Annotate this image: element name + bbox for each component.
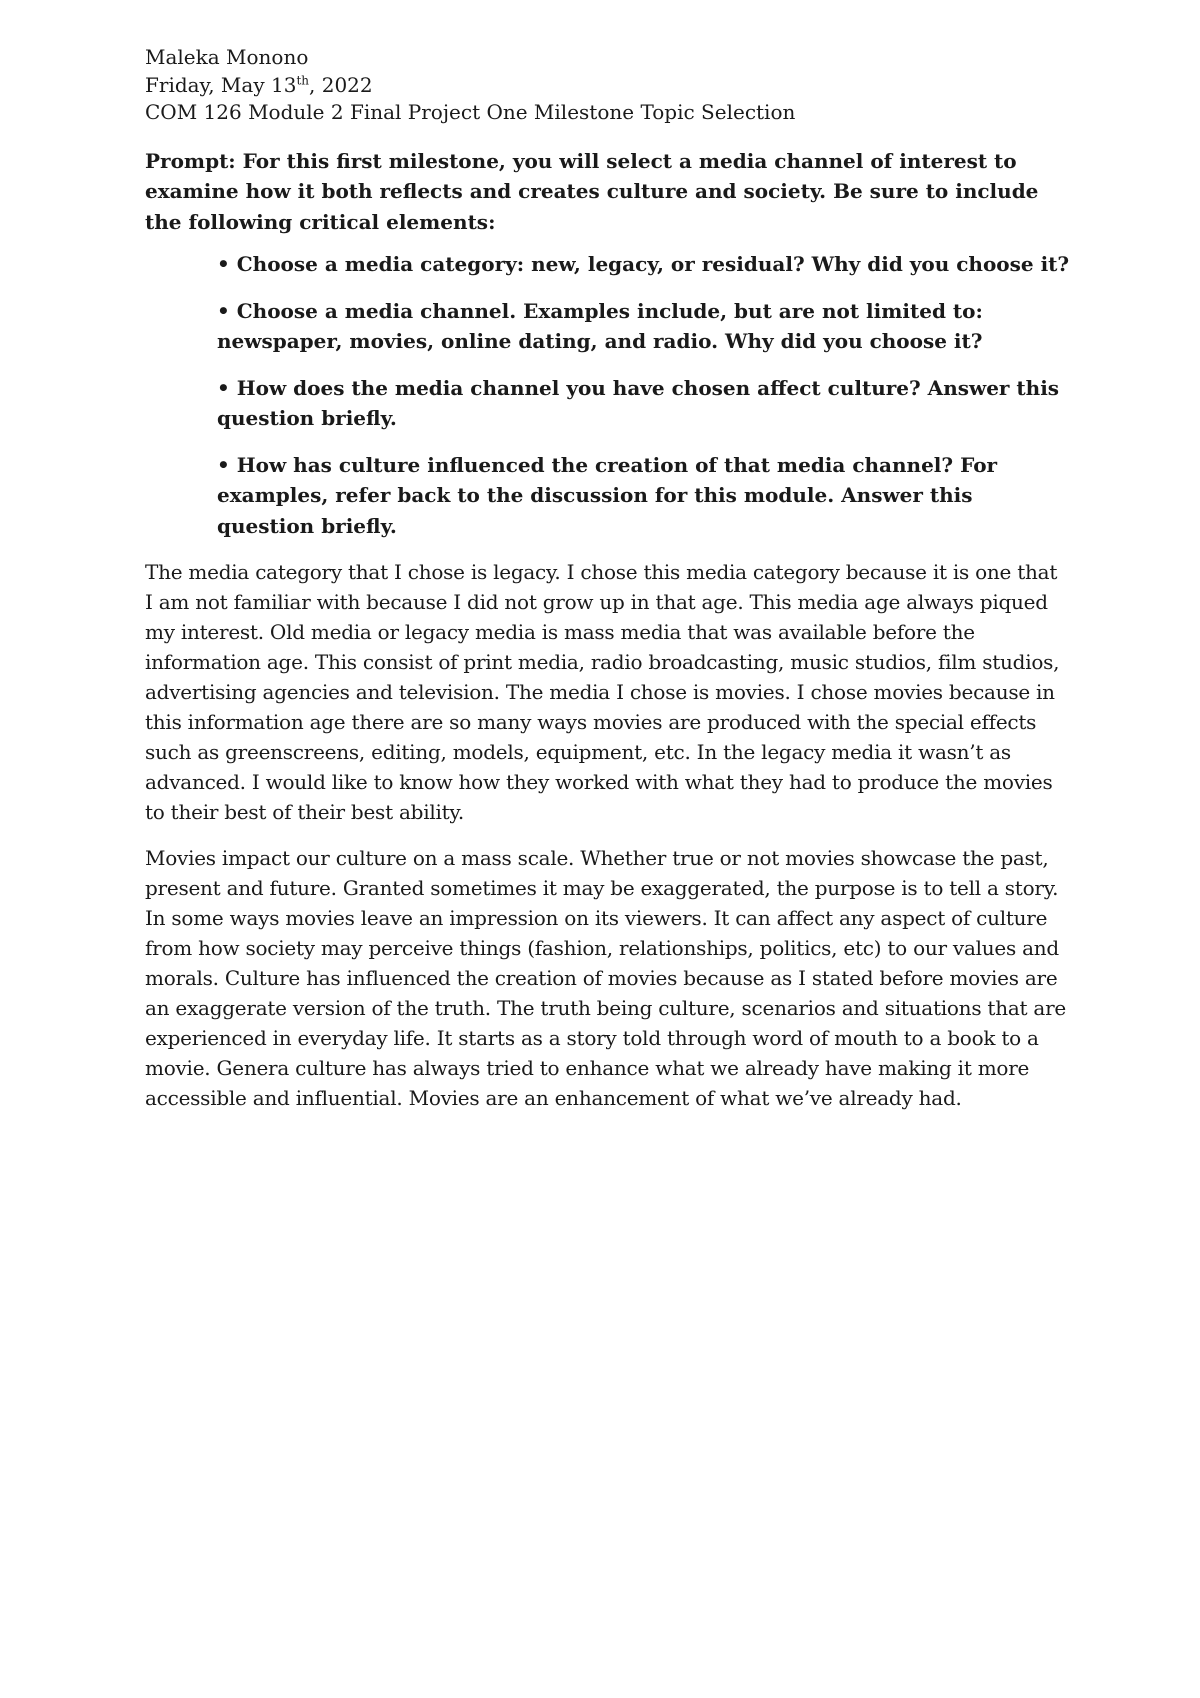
- author-name: Maleka Monono: [145, 45, 309, 69]
- prompt-bullet-list: [145, 249, 1070, 541]
- prompt-bullet: • How has culture influenced the creation of that media channel? For examples, refer back to the discussion for this module. Answer this question briefly.: [217, 452, 998, 538]
- body-paragraph-1: The media category that I chose is legacy. I chose this media category because it is one that I am not familiar with because I did not grow up in that age. This media age always piqued my interest. Old media or legacy media is mass media that was available before the information age. This consist of print media, radio broadcasting, music studios, film studios, advertising agencies and television. The media I chose is movies. I chose movies because in this information age there are so many ways movies are produced with the special effects such as greenscreens, editing, models, equipment, etc. In the legacy media it wasn’t as advanced. I would like to know how they worked with what they had to produce the movies to their best of their best ability.: [145, 560, 1060, 824]
- prompt-bullet: • Choose a media category: new, legacy, or residual? Why did you choose it?: [217, 252, 1070, 276]
- date-prefix: Friday, May 13: [145, 72, 297, 97]
- date-ordinal: th: [296, 72, 309, 87]
- document-title: COM 126 Module 2 Final Project One Milestone Topic Selection: [145, 100, 796, 124]
- prompt-bullet: • How does the media channel you have chosen affect culture? Answer this question briefly.: [217, 375, 1060, 430]
- prompt-bullet: • Choose a media channel. Examples include, but are not limited to: newspaper, movies, online dating, and radio. Why did you choose it?: [217, 298, 983, 353]
- document-date: [145, 72, 1070, 100]
- date-suffix: , 2022: [309, 72, 373, 97]
- prompt-text: Prompt: For this first milestone, you will select a media channel of interest to examine how it both reflects and creates culture and society. Be sure to include the following critical elements:: [145, 148, 1039, 234]
- document-content: [145, 44, 1070, 1129]
- body-paragraph-2: Movies impact our culture on a mass scale. Whether true or not movies showcase the past, present and future. Granted sometimes it may be exaggerated, the purpose is to tell a story. In some ways movies leave an impression on its viewers. It can affect any aspect of culture from how society may perceive things (fashion, relationships, politics, etc) to our values and morals. Culture has influenced the creation of movies because as I stated before movies are an exaggerate version of the truth. The truth being culture, scenarios and situations that are experienced in everyday life. It starts as a story told through word of mouth to a book to a movie. Genera culture has always tried to enhance what we already have making it more accessible and influential. Movies are an enhancement of what we’ve already had.: [145, 846, 1066, 1110]
